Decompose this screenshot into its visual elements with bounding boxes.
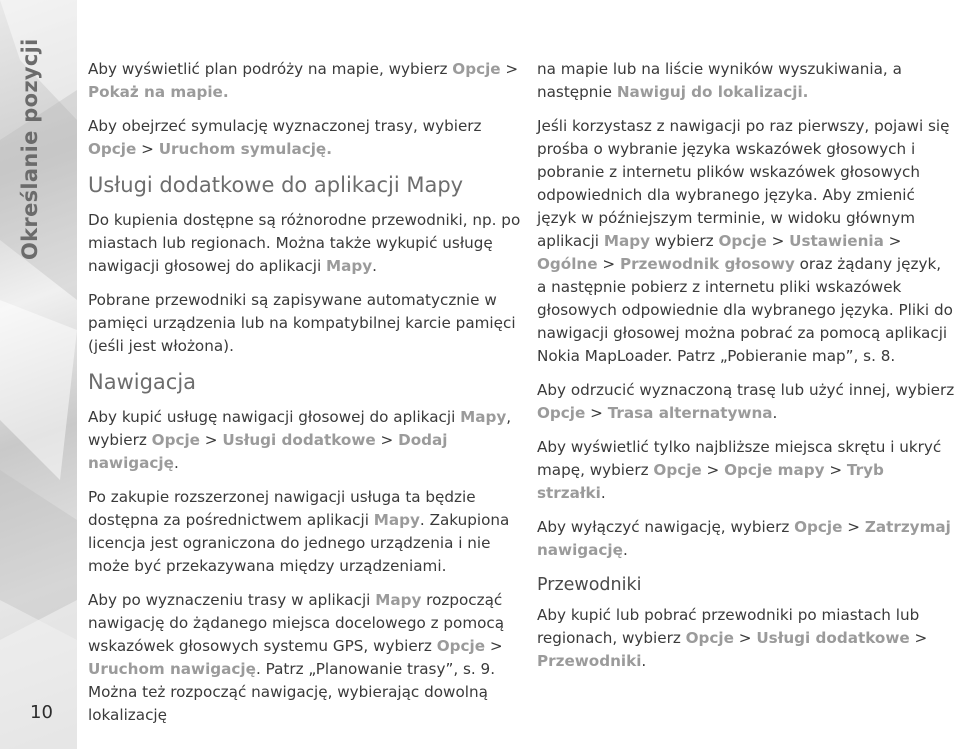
paragraph	[537, 58, 955, 104]
menu-path-term: Ustawienia	[789, 232, 884, 250]
menu-path-term: Uruchom nawigację	[88, 660, 256, 678]
text-run: >	[733, 629, 757, 647]
sidebar-band	[0, 0, 77, 749]
text-run: Po zakupie rozszerzonej nawigacji usługa ta będzie dostępna za pośrednictwem aplikacji	[88, 488, 476, 529]
text-run: >	[500, 60, 519, 78]
menu-path-term: Uruchom symulację.	[158, 140, 332, 158]
menu-path-term: Pokaż na mapie.	[88, 83, 229, 101]
text-run: >	[909, 629, 928, 647]
paragraph	[88, 486, 524, 578]
paragraph	[537, 436, 955, 505]
right-column	[537, 58, 955, 684]
text-run: Aby wyłączyć nawigację, wybierz	[537, 518, 795, 536]
menu-path-term: Opcje	[794, 518, 843, 536]
text-run: >	[585, 404, 608, 422]
menu-path-term: Nawiguj do lokalizacji.	[616, 83, 809, 101]
menu-path-term: Mapy	[326, 257, 373, 275]
menu-path-term: Opcje	[537, 404, 586, 422]
text-run: .	[772, 404, 778, 422]
text-run: Aby po wyznaczeniu trasy w aplikacji	[88, 591, 376, 609]
text-run: rozpocząć nawigację do żądanego miejsca docelowego z pomocą wskazówek głosowych systemu GPS, wybierz	[88, 591, 505, 655]
paragraph	[88, 289, 524, 358]
menu-path-term: Mapy	[375, 591, 422, 609]
text-run: . Patrz „Planowanie trasy”, s. 9. Można też rozpocząć nawigację, wybierając dowolną lokalizację	[88, 660, 496, 724]
paragraph	[537, 604, 955, 673]
text-run: >	[842, 518, 865, 536]
menu-path-term: Opcje	[151, 431, 200, 449]
text-run: oraz żądany język, a następnie pobierz z internetu pliki wskazówek głosowych odpowiednie dla wybranego języka. Pliki do nawigacji głosowej można pobrać za pomocą aplikacji Nokia MapLoader. Patrz „Pobieranie map”, s. 8.	[537, 255, 953, 365]
paragraph	[88, 115, 524, 161]
text-run: wybierz	[649, 232, 719, 250]
paragraph	[88, 209, 524, 278]
text-run: Pobrane przewodniki są zapisywane automatycznie w pamięci urządzenia lub na kompatybilnej karcie pamięci (jeśli jest włożona).	[88, 291, 516, 355]
menu-path-term: Opcje mapy	[724, 461, 825, 479]
menu-path-term: Tryb strzałki	[537, 461, 884, 502]
menu-path-term: Opcje	[88, 140, 137, 158]
menu-path-term: Trasa alternatywna	[607, 404, 773, 422]
left-column	[88, 58, 524, 738]
menu-path-term: Mapy	[373, 511, 420, 529]
text-run: na mapie lub na liście wyników wyszukiwania, a następnie	[537, 60, 902, 101]
text-run: Jeśli korzystasz z nawigacji po raz pierwszy, pojawi się prośba o wybranie języka wskazówek głosowych i pobranie z internetu plików wskazówek głosowych odpowiednich dla wybranego języka. Aby zmienić język w późniejszym terminie, w widoku głównym aplikacji	[537, 117, 950, 250]
menu-path-term: Ogólne	[537, 255, 598, 273]
text-run: .	[641, 652, 647, 670]
text-run: Aby obejrzeć symulację wyznaczonej trasy, wybierz	[88, 117, 482, 135]
menu-path-term: Przewodniki	[537, 652, 642, 670]
text-run: .	[622, 541, 628, 559]
paragraph	[88, 406, 524, 475]
text-run: >	[883, 232, 902, 250]
paragraph	[88, 58, 524, 104]
paragraph	[537, 379, 955, 425]
text-run: .	[173, 454, 179, 472]
text-run: >	[701, 461, 725, 479]
text-run: Aby wyświetlić plan podróży na mapie, wybierz	[88, 60, 453, 78]
text-run: Aby odrzucić wyznaczoną trasę lub użyć innej, wybierz	[537, 381, 955, 399]
text-run: Do kupienia dostępne są różnorodne przewodniki, np. po miastach lub regionach. Można także wykupić usługę nawigacji głosowej do aplikacji	[88, 211, 521, 275]
menu-path-term: Opcje	[685, 629, 734, 647]
text-run: , wybierz	[88, 408, 512, 449]
text-run: >	[766, 232, 790, 250]
menu-path-term: Dodaj nawigację	[88, 431, 448, 472]
menu-path-term: Mapy	[460, 408, 507, 426]
text-run: .	[372, 257, 377, 275]
text-run: .	[600, 484, 606, 502]
heading-guides: Przewodniki	[537, 575, 642, 595]
menu-path-term: Przewodnik głosowy	[619, 255, 795, 273]
paragraph	[537, 115, 955, 368]
paragraph	[537, 516, 955, 562]
menu-path-term: Opcje	[653, 461, 702, 479]
text-run: >	[597, 255, 620, 273]
text-run: Aby kupić lub pobrać przewodniki po miastach lub regionach, wybierz	[537, 606, 920, 647]
text-run: >	[375, 431, 399, 449]
menu-path-term: Usługi dodatkowe	[222, 431, 376, 449]
menu-path-term: Opcje	[452, 60, 501, 78]
paragraph	[88, 589, 524, 727]
page-number: 10	[30, 702, 53, 723]
menu-path-term: Mapy	[603, 232, 650, 250]
text-run: >	[199, 431, 223, 449]
heading-services: Usługi dodatkowe do aplikacji Mapy	[88, 173, 464, 197]
text-run: >	[824, 461, 847, 479]
section-title: Określanie pozycji	[18, 38, 42, 260]
text-run: . Zakupiona licencja jest ograniczona do jednego urządzenia i nie może być przekazywana między urządzeniami.	[88, 511, 510, 575]
menu-path-term: Usługi dodatkowe	[756, 629, 910, 647]
text-run: >	[485, 637, 503, 655]
menu-path-term: Zatrzymaj nawigację	[537, 518, 951, 559]
text-run: >	[136, 140, 159, 158]
menu-path-term: Opcje	[718, 232, 767, 250]
text-run: Aby wyświetlić tylko najbliższe miejsca skrętu i ukryć mapę, wybierz	[537, 438, 942, 479]
text-run: Aby kupić usługę nawigacji głosowej do aplikacji	[88, 408, 461, 426]
heading-navigation: Nawigacja	[88, 370, 197, 394]
menu-path-term: Opcje	[436, 637, 486, 655]
